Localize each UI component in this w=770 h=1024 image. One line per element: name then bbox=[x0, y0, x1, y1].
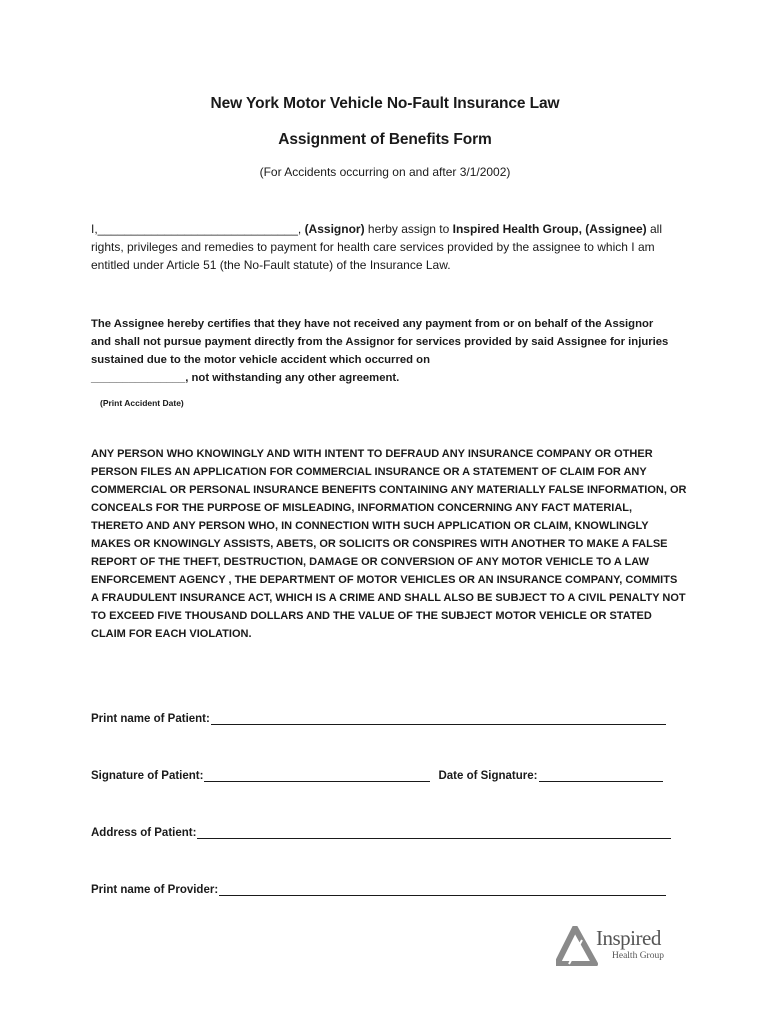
signature-date-label: Date of Signature: bbox=[438, 770, 538, 782]
assignment-comma: , bbox=[297, 222, 305, 236]
signature-date-input[interactable] bbox=[539, 770, 663, 782]
patient-name-input[interactable] bbox=[211, 713, 666, 725]
accident-date-hint: (Print Accident Date) bbox=[100, 398, 184, 408]
company-logo bbox=[556, 924, 676, 968]
logo-name: Inspired bbox=[596, 926, 661, 950]
patient-address-input[interactable] bbox=[197, 827, 671, 839]
certification-suffix: , not withstanding any other agreement. bbox=[185, 372, 400, 384]
provider-name-field bbox=[91, 884, 666, 896]
certification-paragraph bbox=[91, 315, 676, 387]
patient-address-field bbox=[91, 827, 671, 839]
patient-address-label: Address of Patient: bbox=[91, 827, 197, 839]
provider-name-input[interactable] bbox=[219, 884, 666, 896]
patient-signature-input[interactable] bbox=[204, 770, 430, 782]
form-title: Assignment of Benefits Form bbox=[278, 131, 492, 148]
form-subtitle: (For Accidents occurring on and after 3/1/2002) bbox=[259, 165, 511, 179]
certification-text: The Assignee hereby certifies that they have not received any payment from or on behalf of the Assignor and shall not pursue payment directly from the Assignor for services provided by said Assignee for injuries sustained due to the motor vehicle accident which occurred on bbox=[91, 318, 669, 366]
fraud-warning: ANY PERSON WHO KNOWINGLY AND WITH INTENT TO DEFRAUD ANY INSURANCE COMPANY OR OTHER PERSON FILES AN APPLICATION FOR COMMERCIAL INSURANCE OR A STATEMENT OF CLAIM FOR ANY COMMERCIAL OR PERSONAL INSURANCE BENEFITS CONTAINING ANY MATERIALLY FALSE INFORMATION, OR CONCEALS FOR THE PURPOSE OF MISLEADING, INFORMATION CONCERNING ANY FACT MATERIAL, THERETO AND ANY PERSON WHO, IN CONNECTION WITH SUCH APPLICATION OR CLAIM, KNOWLINGLY MAKES OR KNOWINGLY ASSISTS, ABETS, OR SOLICITS OR CONSPIRES WITH ANOTHER TO MAKE A FALSE REPORT OF THE THEFT, DESTRUCTION, DAMAGE OR CONVERSION OF ANY MOTOR VEHICLE TO A LAW ENFORCEMENT AGENCY , THE DEPARTMENT OF MOTOR VEHICLES OR AN INSURANCE COMPANY, COMMITS A FRAUDULENT INSURANCE ACT, WHICH IS A CRIME AND SHALL ALSO BE SUBJECT TO A CIVIL PENALTY NOT TO EXCEED FIVE THOUSAND DOLLARS AND THE VALUE OF THE SUBJECT MOTOR VEHICLE OR STATED CLAIM FOR EACH VIOLATION. bbox=[91, 448, 687, 640]
accident-date-blank[interactable]: _______________ bbox=[91, 372, 186, 384]
assignor-label: (Assignor) bbox=[304, 222, 365, 236]
provider-name-label: Print name of Provider: bbox=[91, 884, 219, 896]
assignee-label: Inspired Health Group, (Assignee) bbox=[452, 222, 647, 236]
assignment-paragraph bbox=[91, 220, 676, 274]
assignor-prefix: I, bbox=[91, 222, 98, 236]
patient-signature-field bbox=[91, 770, 663, 782]
triangle-logo-icon bbox=[556, 926, 598, 966]
patient-signature-label: Signature of Patient: bbox=[91, 770, 204, 782]
patient-name-field bbox=[91, 713, 666, 725]
patient-name-label: Print name of Patient: bbox=[91, 713, 210, 725]
assignment-rest-text: all rights, privileges and remedies to payment for health care services provided by the assignee to which I am entitled under Article 51 (the No-Fault statute) of the Insurance Law. bbox=[91, 222, 662, 272]
document-title: New York Motor Vehicle No-Fault Insurance Law bbox=[210, 95, 560, 112]
logo-subtitle: Health Group bbox=[612, 951, 664, 961]
assignment-mid-text: herby assign to bbox=[364, 222, 453, 236]
assignor-name-blank[interactable]: ______________________________ bbox=[97, 222, 298, 236]
